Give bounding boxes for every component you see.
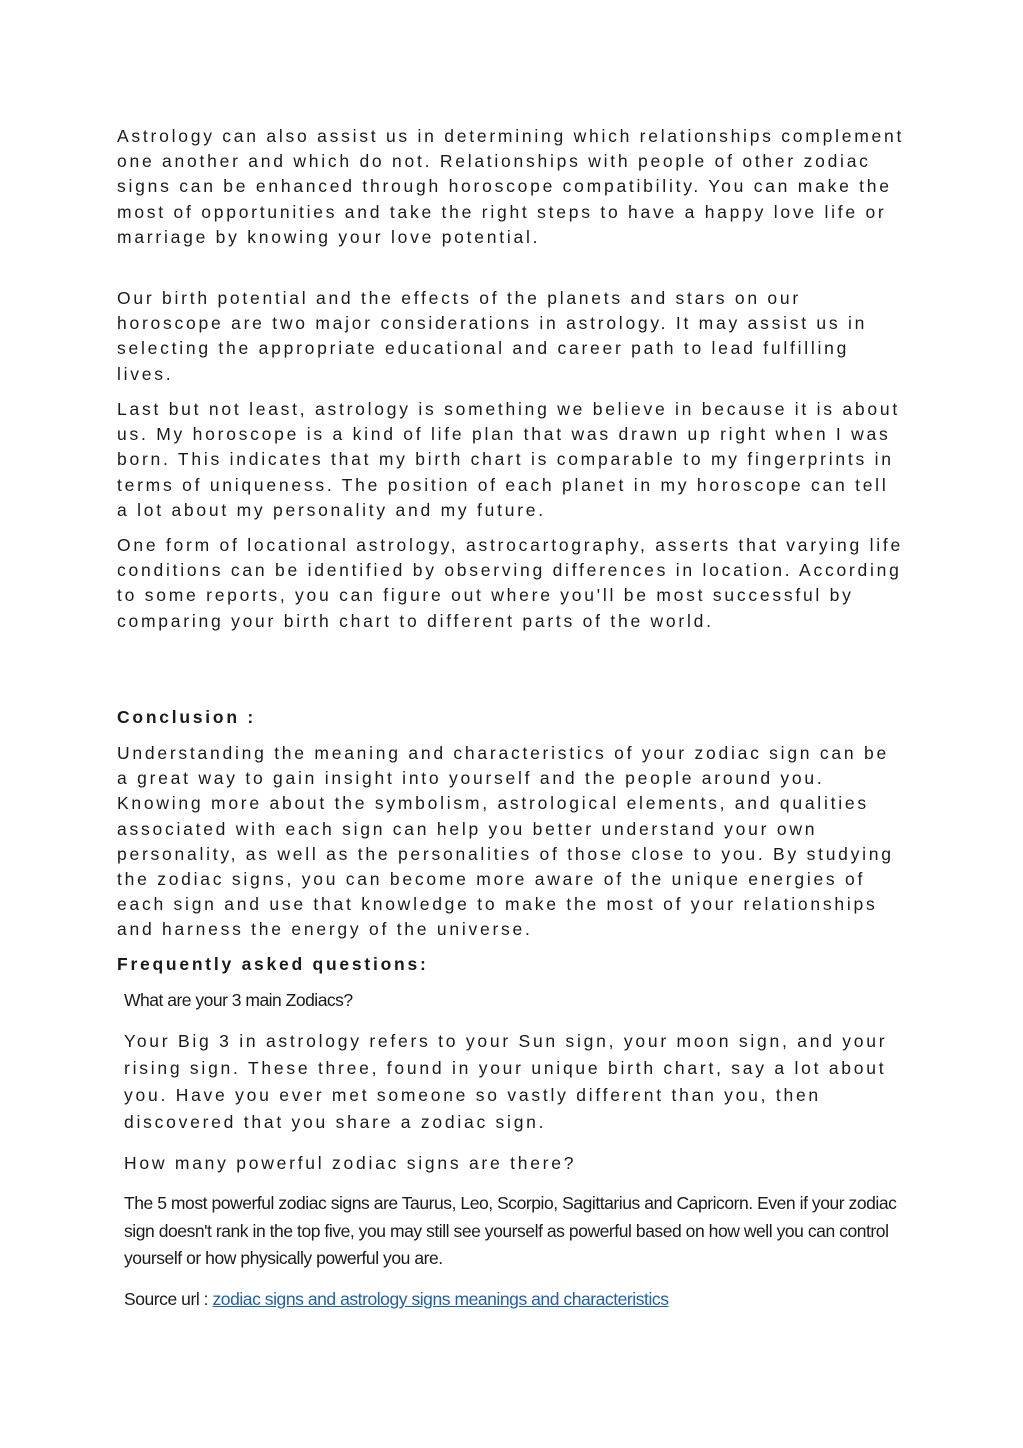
faq-answer-1: Your Big 3 in astrology refers to your Sun sign, your moon sign, and your rising sign. These three, found in your unique birth chart, say a lot about you. Have you ever met someone so vastly different than you, then discovered that you share a zodiac sign. [124,1031,888,1132]
conclusion-text: Understanding the meaning and characteristics of your zodiac sign can be a great way to gain insight into yourself and the people around you. Knowing more about the symbolism, astrological elements, and qualities associated with each sign can help you better understand your own personality, as well as the personalities of those close to you. By studying the zodiac signs, you can become more aware of the unique energies of each sign and use that knowledge to make the most of your relationships and harness the energy of the universe. [117,743,894,940]
faq-question-1: What are your 3 main Zodiacs? [124,990,353,1010]
paragraph-astrocartography: One form of locational astrology, astrocartography, asserts that varying life conditions can be identified by observing differences in location. According to some reports, you can figure out where you'll be most successful by comparing your birth chart to different parts of the world. [117,535,903,631]
conclusion-heading: Conclusion : [117,707,256,727]
paragraph-about-us: Last but not least, astrology is something we believe in because it is about us. My horoscope is a kind of life plan that was drawn up right when I was born. This indicates that my birth chart is comparable to my fingerprints in terms of uniqueness. The position of each planet in my horoscope can tell a lot about my personality and my future. [117,399,900,520]
source-label: Source url : [124,1289,213,1309]
paragraph-birth-potential: Our birth potential and the effects of the planets and stars on our horoscope are two major considerations in astrology. It may assist us in selecting the appropriate educational and career path to lead fulfilling lives. [117,288,868,384]
source-link[interactable]: zodiac signs and astrology signs meanings and characteristics [212,1289,669,1309]
faq-answer-2: The 5 most powerful zodiac signs are Taurus, Leo, Scorpio, Sagittarius and Capricorn. Even if your zodiac sign doesn't rank in the top five, you may still see yourself as powerful based on how well you can control yourself or how physically powerful you are. [124,1193,897,1268]
paragraph-relationships: Astrology can also assist us in determining which relationships complement one another and which do not. Relationships with people of other zodiac signs can be enhanced through horoscope compatibility. You can make the most of opportunities and take the right steps to have a happy love life or marriage by knowing your love potential. [117,126,905,247]
source-line [124,1287,669,1312]
faq-question-2: How many powerful zodiac signs are there? [124,1153,577,1173]
faq-heading: Frequently asked questions: [117,954,429,974]
